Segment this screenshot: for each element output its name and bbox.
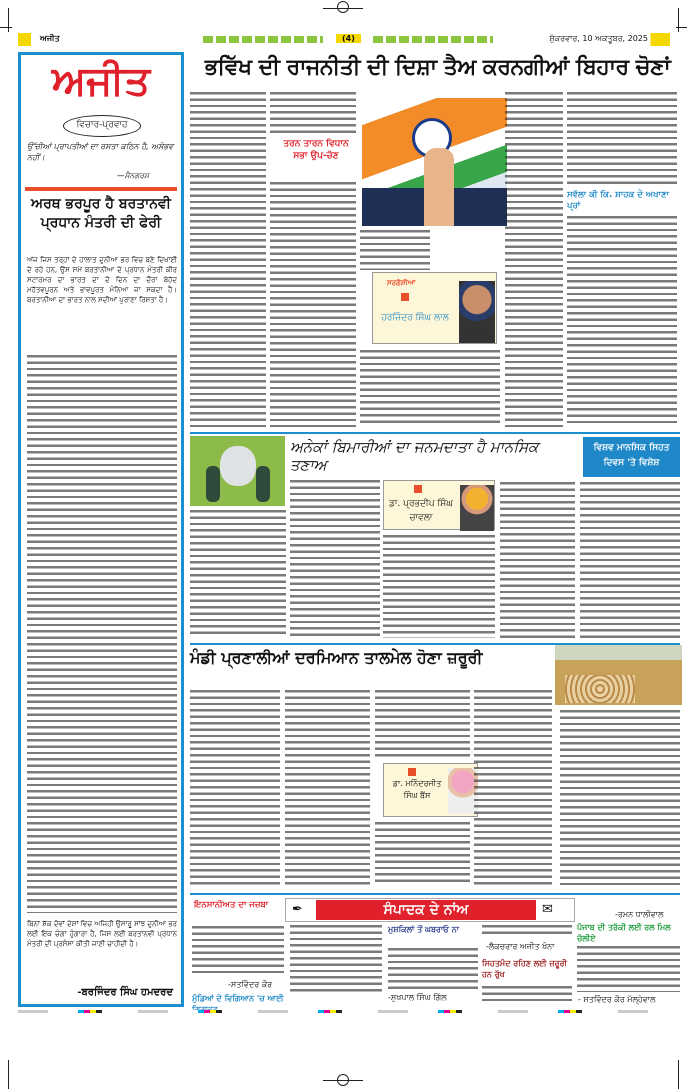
bullet-square-icon bbox=[401, 293, 409, 301]
article-2-tag: ਵਿਸ਼ਵ ਮਾਨਸਿਕ ਸਿਹਤ ਦਿਵਸ 'ਤੇ ਵਿਸ਼ੇਸ਼ bbox=[583, 437, 680, 477]
editorial-lead: ਅੱਜ ਜਿਸ ਤਰ੍ਹਾਂ ਦੇ ਹਾਲਾਤ ਦੁਨੀਆ ਭਰ ਵਿਚ ਬਣੇ ਦਿਖਾਈ ਦੇ ਰਹੇ ਹਨ, ਉਸ ਸਮੇਂ ਬਰਤਾਨੀਆ ਦੇ ਪ੍ਰਧਾਨ ਮੰਤਰੀ ਕੀਰ ਸਟਾਰਮਰ ਦਾ ਭਾਰਤ ਦਾ ਦੋ ਦਿਨ ਦਾ ਦੌਰਾ ਬੇਹੱਦ ਮਹੱਤਵਪੂਰਨ ਅਤੇ ਭਾਵਪੂਰਤ ਮੰਨਿਆ ਜਾ ਸਕਦਾ ਹੈ। ਬਰਤਾਨੀਆ ਦਾ ਭਾਰਤ ਨਾਲ ਸਦੀਆਂ ਪੁਰਾਣਾ ਰਿਸ਼ਤਾ ਹੈ। bbox=[27, 256, 177, 304]
grain-sacks bbox=[565, 675, 635, 703]
letters-banner-title: ਸੰਪਾਦਕ ਦੇ ਨਾਂਅ bbox=[316, 900, 536, 920]
ajit-logo: ਅਜੀਤ bbox=[51, 57, 151, 104]
letter-title: ਪੰਜਾਬ ਦੀ ਤਰੱਕੀ ਲਈ ਰਲ ਮਿਲ ਚੱਲੀਏ bbox=[577, 923, 671, 943]
brain-hands-illustration bbox=[190, 436, 285, 506]
letter-author: -ਰਮਨ ਧਾਲੀਵਾਲ bbox=[615, 910, 664, 919]
author-name: ਡਾ. ਮਨਿੰਦਰਜੀਤ ਸਿੰਘ ਬੈਂਸ bbox=[392, 779, 442, 800]
letter-body bbox=[192, 926, 284, 976]
header-page-number: (4) bbox=[336, 34, 361, 43]
header-date: ਸ਼ੁੱਕਰਵਾਰ, 10 ਅਕਤੂਬਰ, 2025 bbox=[549, 34, 648, 43]
article-1-column bbox=[270, 182, 356, 427]
article-2-column bbox=[190, 510, 286, 638]
editorial-closing: ਬਿਨਾਂ ਸ਼ੱਕ ਦੋਵਾਂ ਦੇਸ਼ਾਂ ਵਿਚ ਅਜਿਹੀ ਉਸਾਰੂ ਸਾਂਝ ਦੁਨੀਆ ਭਰ ਲਈ ਇਕ ਚੰਗਾ ਹੁੰਗਾਰਾ ਹੈ, ਜਿਸ ਲਈ ਬਰਤਾਨਵੀ ਪ੍ਰਧਾਨ ਮੰਤਰੀ ਦੀ ਪ੍ਰਸੰਸਾ ਕੀਤੀ ਜਾਣੀ ਚਾਹੀਦੀ ਹੈ। bbox=[27, 920, 177, 948]
letter-title: ਸਿਹਤਮੰਦ ਰਹਿਣ ਲਈ ਜ਼ਰੂਰੀ ਹਨ ਰੁੱਖ bbox=[482, 959, 567, 979]
grain-market-image bbox=[555, 645, 682, 705]
crop-mark bbox=[8, 8, 9, 32]
crop-mark bbox=[8, 1060, 9, 1089]
article-1-column bbox=[190, 92, 266, 427]
column-label: ਸਰਗੋਸ਼ੀਆਂ bbox=[387, 279, 416, 287]
article-1-column bbox=[270, 92, 356, 134]
article-2-column bbox=[580, 482, 680, 638]
author-photo bbox=[460, 485, 494, 531]
divider bbox=[25, 187, 177, 191]
article-1-column bbox=[567, 216, 677, 427]
letter-body bbox=[290, 925, 382, 995]
divider bbox=[190, 432, 680, 434]
header-paper-name: ਅਜੀਤ bbox=[40, 34, 60, 43]
brain-icon bbox=[220, 446, 256, 486]
header-decoration bbox=[373, 36, 493, 43]
bullet-square-icon bbox=[408, 768, 416, 776]
letter-body bbox=[388, 948, 478, 990]
article-2-column bbox=[383, 535, 495, 638]
article-1-right-subhead: ਸਵੱਲਾ ਕੀ ਕਿ. ਸ਼ਾਹਕ ਦੇ ਅਖਾਣਾ ਪ੍ਰਾਂ bbox=[567, 190, 669, 211]
letter-author: -ਸਤਵਿੰਦਰ ਕੌਰ bbox=[228, 980, 273, 989]
article-1-column bbox=[567, 92, 677, 187]
article-3-column bbox=[375, 690, 470, 760]
article-3-column bbox=[285, 690, 370, 885]
article-3-column bbox=[375, 822, 470, 885]
envelope-icon: ✉ bbox=[542, 902, 553, 917]
crop-mark bbox=[678, 1060, 679, 1089]
letter-body bbox=[577, 946, 680, 992]
author-box bbox=[383, 763, 478, 817]
letters-banner bbox=[285, 898, 575, 922]
article-2-column bbox=[500, 482, 575, 638]
thought-quote: ਉੱਚੀਆਂ ਪ੍ਰਾਪਤੀਆਂ ਦਾ ਰਸਤਾ ਕਠਿਨ ਹੈ, ਅਸੰਭਵ ਨਹੀਂ। bbox=[27, 142, 174, 162]
author-photo bbox=[459, 281, 495, 343]
author-box bbox=[372, 272, 497, 344]
print-color-bar bbox=[18, 1010, 670, 1013]
crop-mark bbox=[676, 27, 687, 28]
author-box bbox=[383, 480, 495, 530]
letter-author: -ਲੈਕਚਰਾਰ ਅਜੀਤ ਖੰਨਾ bbox=[486, 942, 555, 951]
article-2-headline: ਅਨੇਕਾਂ ਬਿਮਾਰੀਆਂ ਦਾ ਜਨਮਦਾਤਾ ਹੈ ਮਾਨਸਿਕ ਤਣਾਅ bbox=[290, 438, 539, 474]
section-label: ਵਿਚਾਰ-ਪ੍ਰਵਾਹ bbox=[63, 115, 141, 137]
registration-mark bbox=[337, 1074, 349, 1086]
editorial-headline: ਅਰਥ ਭਰਪੂਰ ਹੈ ਬਰਤਾਨਵੀ ਪ੍ਰਧਾਨ ਮੰਤਰੀ ਦੀ ਫੇਰੀ bbox=[31, 196, 171, 231]
article-1-subhead: ਤਰਨ ਤਾਰਨ ਵਿਧਾਨ ਸਭਾ ਉਪ-ਚੋਣ bbox=[283, 139, 349, 161]
letter-title: ਇਨਸਾਨੀਅਤ ਦਾ ਜਜ਼ਬਾ bbox=[194, 900, 269, 910]
hand-icon bbox=[206, 466, 220, 502]
article-1-column bbox=[360, 230, 430, 270]
page-header bbox=[18, 33, 670, 46]
letter-author: -ਸੁਖਪਾਲ ਸਿੰਘ ਗਿੱਲ bbox=[388, 993, 447, 1002]
registration-mark bbox=[337, 1, 349, 13]
article-3-column bbox=[190, 690, 280, 885]
crop-mark bbox=[678, 8, 679, 32]
voting-hand-flag-image bbox=[362, 98, 507, 226]
letter-title: ਮੁਸ਼ਕਿਲਾਂ ਤੋਂ ਘਬਰਾਓ ਨਾ bbox=[388, 925, 459, 934]
pen-icon: ✒ bbox=[292, 902, 303, 917]
article-3-column bbox=[560, 710, 680, 885]
article-1-headline: ਭਵਿੱਖ ਦੀ ਰਾਜਨੀਤੀ ਦੀ ਦਿਸ਼ਾ ਤੈਅ ਕਰਨਗੀਆਂ ਬਿਹਾਰ ਚੋਣਾਂ bbox=[204, 55, 671, 80]
hand-icon bbox=[256, 466, 270, 502]
quote-author: —ਸੈਨਗਰਸ bbox=[117, 171, 150, 180]
article-1-column bbox=[360, 350, 500, 427]
editorial-author: -ਬਰਜਿੰਦਰ ਸਿੰਘ ਹਮਦਰਦ bbox=[77, 987, 173, 998]
bullet-square-icon bbox=[414, 485, 422, 493]
article-3-headline: ਮੰਡੀ ਪ੍ਰਣਾਲੀਆਂ ਦਰਮਿਆਨ ਤਾਲਮੇਲ ਹੋਣਾ ਜ਼ਰੂਰੀ bbox=[190, 648, 483, 667]
editorial-body bbox=[27, 355, 177, 913]
article-1-column bbox=[505, 92, 563, 427]
editorial-box bbox=[18, 52, 184, 1007]
article-2-column bbox=[290, 480, 380, 638]
divider bbox=[190, 893, 680, 895]
crop-mark bbox=[0, 27, 12, 28]
letter-author: - ਸਤਵਿੰਦਰ ਕੌਰ ਮੱਲ੍ਹੇਵਾਲ bbox=[578, 995, 656, 1004]
article-3-column bbox=[474, 690, 552, 885]
header-decoration bbox=[203, 36, 323, 43]
letter-body bbox=[482, 925, 572, 937]
author-name: ਹਰਜਿੰਦਰ ਸਿੰਘ ਲਾਲ bbox=[381, 313, 449, 323]
hand-icon bbox=[424, 148, 454, 226]
letter-body bbox=[482, 986, 572, 1002]
author-name: ਡਾ. ਪ੍ਰਭਦੀਪ ਸਿੰਘ ਚਾਵਲਾ bbox=[389, 499, 453, 523]
letter-title: ਮੁੰਡਿਆਂ ਦੇ ਵਿਗਿਆਨ 'ਚ ਆਈ bbox=[192, 994, 284, 1003]
